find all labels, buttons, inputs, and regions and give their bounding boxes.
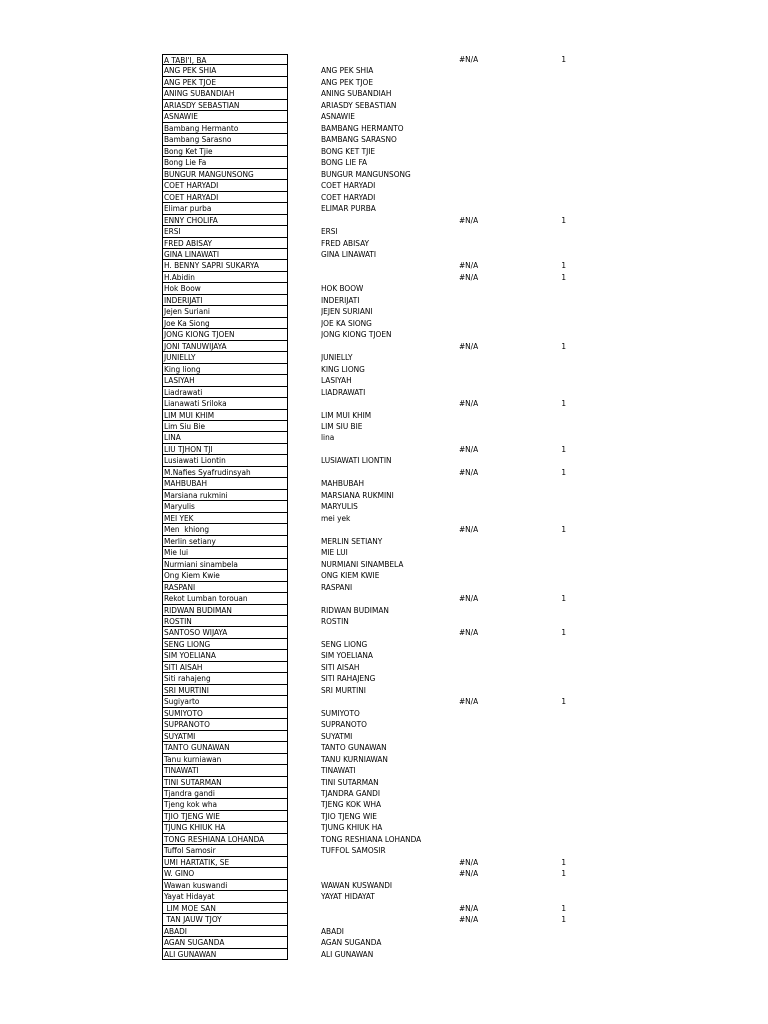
- name-cell: ANG PEK SHIA: [162, 65, 288, 76]
- match-name-cell: SUMIYOTO: [321, 707, 360, 718]
- match-name-cell: JOE KA SIONG: [321, 317, 372, 328]
- count-cell: 1: [561, 271, 566, 282]
- name-cell: Tjandra gandi: [162, 788, 288, 799]
- name-cell: COET HARYADI: [162, 192, 288, 203]
- table-row: [162, 627, 602, 638]
- name-cell: Hok Boow: [162, 283, 288, 294]
- table-row: [162, 283, 602, 294]
- match-name-cell: LIM MUI KHIM: [321, 409, 372, 420]
- table-row: [162, 249, 602, 260]
- lookup-result-cell: #N/A: [459, 54, 479, 64]
- match-name-cell: MERLIN SETIANY: [321, 535, 383, 546]
- name-cell: COET HARYADI: [162, 180, 288, 191]
- lookup-result-cell: #N/A: [459, 214, 479, 225]
- table-row: [162, 375, 602, 386]
- name-cell: King liong: [162, 364, 288, 375]
- name-cell: Maryulis: [162, 501, 288, 512]
- name-cell: BUNGUR MANGUNSONG: [162, 169, 288, 180]
- name-cell: GINA LINAWATI: [162, 249, 288, 260]
- table-row: [162, 169, 602, 180]
- table-row: [162, 777, 602, 788]
- lookup-result-cell: #N/A: [459, 868, 479, 879]
- match-name-cell: MARYULIS: [321, 501, 358, 512]
- name-cell: ERSI: [162, 226, 288, 237]
- table-row: [162, 788, 602, 799]
- name-cell: SUPRANOTO: [162, 719, 288, 730]
- table-row: [162, 650, 602, 661]
- name-cell: Bong Ket Tjie: [162, 146, 288, 157]
- match-name-cell: COET HARYADI: [321, 191, 376, 202]
- match-name-cell: ARIASDY SEBASTIAN: [321, 99, 397, 110]
- name-cell: SENG LIONG: [162, 639, 288, 650]
- match-name-cell: TJANDRA GANDI: [321, 788, 381, 798]
- name-cell: LIM MUI KHIM: [162, 410, 288, 421]
- name-cell: Sugiyarto: [162, 696, 288, 707]
- table-row: [162, 77, 602, 88]
- name-cell: Bong Lie Fa: [162, 157, 288, 168]
- table-row: [162, 180, 602, 191]
- name-cell: TONG RESHIANA LOHANDA: [162, 834, 288, 845]
- match-name-cell: JEJEN SURIANI: [321, 306, 373, 317]
- table-row: [162, 593, 602, 604]
- table-row: [162, 903, 602, 914]
- name-cell: Lianawati Sriloka: [162, 398, 288, 409]
- name-cell: ANG PEK TJOE: [162, 77, 288, 88]
- name-cell: ALI GUNAWAN: [162, 949, 288, 960]
- name-cell: ROSTIN: [162, 616, 288, 627]
- table-row: [162, 570, 602, 581]
- match-name-cell: SUPRANOTO: [321, 719, 367, 730]
- table-row: [162, 616, 602, 627]
- table-row: [162, 731, 602, 742]
- lookup-result-cell: #N/A: [459, 902, 479, 913]
- table-row: [162, 673, 602, 684]
- name-cell: TINAWATI: [162, 765, 288, 776]
- table-row: [162, 54, 602, 65]
- name-cell: SANTOSO WIJAYA: [162, 627, 288, 638]
- name-cell: UMI HARTATIK, SE: [162, 857, 288, 868]
- name-cell: Marsiana rukmini: [162, 490, 288, 501]
- table-row: [162, 719, 602, 730]
- table-row: [162, 203, 602, 214]
- name-cell: Tjeng kok wha: [162, 799, 288, 810]
- match-name-cell: TJENG KOK WHA: [321, 799, 382, 810]
- name-cell: Joe Ka Siong: [162, 318, 288, 329]
- match-name-cell: TJIO TJENG WIE: [321, 810, 377, 821]
- table-row: [162, 260, 602, 271]
- name-cell: Liadrawati: [162, 387, 288, 398]
- match-name-cell: ROSTIN: [321, 615, 349, 626]
- lookup-result-cell: #N/A: [459, 696, 479, 707]
- table-row: [162, 398, 602, 409]
- match-name-cell: ANG PEK TJOE: [321, 76, 373, 87]
- table-row: [162, 582, 602, 593]
- match-name-cell: SUYATMI: [321, 730, 353, 741]
- table-row: [162, 455, 602, 466]
- match-name-cell: BAMBANG HERMANTO: [321, 122, 404, 133]
- match-name-cell: SRI MURTINI: [321, 684, 366, 695]
- table-row: [162, 685, 602, 696]
- table-row: [162, 65, 602, 76]
- name-cell: TINI SUTARMAN: [162, 777, 288, 788]
- match-name-cell: TINI SUTARMAN: [321, 776, 379, 787]
- count-cell: 1: [561, 696, 566, 707]
- table-row: [162, 341, 602, 352]
- name-cell: ARIASDY SEBASTIAN: [162, 100, 288, 111]
- table-row: [162, 765, 602, 776]
- name-cell: RASPANI: [162, 582, 288, 593]
- match-name-cell: RASPANI: [321, 581, 353, 592]
- count-cell: 1: [561, 593, 566, 604]
- name-cell: TJUNG KHIUK HA: [162, 822, 288, 833]
- table-row: [162, 949, 602, 960]
- match-name-cell: ANG PEK SHIA: [321, 65, 374, 76]
- match-name-cell: mei yek: [321, 512, 351, 523]
- name-cell: SUYATMI: [162, 731, 288, 742]
- table-row: [162, 352, 602, 363]
- table-row: [162, 215, 602, 226]
- name-cell: FRED ABISAY: [162, 238, 288, 249]
- table-row: [162, 696, 602, 707]
- lookup-result-cell: #N/A: [459, 443, 479, 454]
- name-cell: INDERIJATI: [162, 295, 288, 306]
- count-cell: 1: [561, 902, 566, 913]
- match-name-cell: TANU KURNIAWAN: [321, 753, 388, 764]
- table-row: [162, 421, 602, 432]
- name-cell: MAHBUBAH: [162, 478, 288, 489]
- count-cell: 1: [561, 340, 566, 351]
- name-cell: Men khiong: [162, 524, 288, 535]
- name-cell: JUNIELLY: [162, 352, 288, 363]
- count-cell: 1: [561, 398, 566, 409]
- table-row: [162, 100, 602, 111]
- match-name-cell: ERSI: [321, 226, 338, 237]
- name-cell: Lim Siu Bie: [162, 421, 288, 432]
- name-cell: Bambang Hermanto: [162, 123, 288, 134]
- match-name-cell: TANTO GUNAWAN: [321, 742, 387, 753]
- match-name-cell: JUNIELLY: [321, 352, 353, 363]
- name-cell: A TABI'I, BA: [162, 54, 288, 65]
- table-row: [162, 444, 602, 455]
- match-name-cell: ONG KIEM KWIE: [321, 570, 380, 581]
- match-name-cell: YAYAT HIDAYAT: [321, 891, 375, 902]
- table-row: [162, 662, 602, 673]
- match-name-cell: TINAWATI: [321, 765, 356, 776]
- name-cell: MEI YEK: [162, 513, 288, 524]
- table-row: [162, 857, 602, 868]
- name-cell: Jejen Suriani: [162, 306, 288, 317]
- name-cell: H. BENNY SAPRI SUKARYA: [162, 260, 288, 271]
- lookup-result-cell: #N/A: [459, 593, 479, 604]
- name-cell: LINA: [162, 432, 288, 443]
- count-cell: 1: [561, 524, 566, 535]
- name-cell: ABADI: [162, 926, 288, 937]
- name-cell: Merlin setiany: [162, 536, 288, 547]
- table-row: [162, 811, 602, 822]
- match-name-cell: BONG LIE FA: [321, 157, 368, 168]
- table-row: [162, 295, 602, 306]
- lookup-result-cell: #N/A: [459, 340, 479, 351]
- table-row: [162, 364, 602, 375]
- name-cell: LIM MOE SAN: [162, 903, 288, 914]
- count-cell: 1: [561, 627, 566, 638]
- name-cell: JONI TANUWIJAYA: [162, 341, 288, 352]
- lookup-result-cell: #N/A: [459, 398, 479, 409]
- table-row: [162, 799, 602, 810]
- name-cell: Tanu kurniawan: [162, 754, 288, 765]
- name-cell: AGAN SUGANDA: [162, 937, 288, 948]
- table-row: [162, 146, 602, 157]
- table-row: [162, 387, 602, 398]
- match-name-cell: ELIMAR PURBA: [321, 203, 376, 214]
- table-row: [162, 937, 602, 948]
- table-row: [162, 559, 602, 570]
- name-cell: RIDWAN BUDIMAN: [162, 605, 288, 616]
- count-cell: 1: [561, 466, 566, 477]
- table-row: [162, 88, 602, 99]
- lookup-result-cell: #N/A: [459, 466, 479, 477]
- count-cell: 1: [561, 868, 566, 879]
- name-cell: H.Abidin: [162, 272, 288, 283]
- table-row: [162, 513, 602, 524]
- table-row: [162, 318, 602, 329]
- table-row: [162, 134, 602, 145]
- name-cell: Mie lui: [162, 547, 288, 558]
- spreadsheet-page: [162, 54, 602, 960]
- name-cell: SUMIYOTO: [162, 708, 288, 719]
- name-cell: Nurmiani sinambela: [162, 559, 288, 570]
- table-row: [162, 329, 602, 340]
- table-row: [162, 467, 602, 478]
- match-name-cell: ABADI: [321, 925, 344, 936]
- name-cell: Ong Kiem Kwie: [162, 570, 288, 581]
- match-name-cell: TJUNG KHIUK HA: [321, 822, 383, 833]
- name-cell: SIM YOELIANA: [162, 650, 288, 661]
- name-cell: ANING SUBANDIAH: [162, 88, 288, 99]
- match-name-cell: HOK BOOW: [321, 283, 364, 294]
- name-cell: JONG KIONG TJOEN: [162, 329, 288, 340]
- table-row: [162, 742, 602, 753]
- name-cell: Lusiawati Liontin: [162, 455, 288, 466]
- match-name-cell: LUSIAWATI LIONTIN: [321, 455, 392, 466]
- table-row: [162, 834, 602, 845]
- table-row: [162, 478, 602, 489]
- match-name-cell: GINA LINAWATI: [321, 248, 377, 259]
- table-row: [162, 524, 602, 535]
- match-name-cell: MAHBUBAH: [321, 478, 365, 489]
- table-row: [162, 306, 602, 317]
- name-cell: ASNAWIE: [162, 111, 288, 122]
- table-row: [162, 868, 602, 879]
- count-cell: 1: [561, 54, 566, 64]
- match-name-cell: WAWAN KUSWANDI: [321, 879, 393, 890]
- match-name-cell: BAMBANG SARASNO: [321, 134, 397, 145]
- table-row: [162, 501, 602, 512]
- match-name-cell: RIDWAN BUDIMAN: [321, 604, 389, 615]
- name-cell: Yayat Hidayat: [162, 891, 288, 902]
- table-row: [162, 272, 602, 283]
- name-cell: Wawan kuswandi: [162, 880, 288, 891]
- count-cell: 1: [561, 260, 566, 271]
- table-row: [162, 845, 602, 856]
- table-row: [162, 822, 602, 833]
- match-name-cell: SITI RAHAJENG: [321, 673, 376, 684]
- lookup-result-cell: #N/A: [459, 627, 479, 638]
- match-name-cell: TUFFOL SAMOSIR: [321, 845, 386, 856]
- table-row: [162, 192, 602, 203]
- match-name-cell: AGAN SUGANDA: [321, 937, 382, 948]
- lookup-result-cell: #N/A: [459, 524, 479, 535]
- name-cell: TAN JAUW TJOY: [162, 914, 288, 925]
- match-name-cell: MARSIANA RUKMINI: [321, 489, 394, 500]
- table-row: [162, 639, 602, 650]
- match-name-cell: KING LIONG: [321, 363, 365, 374]
- match-name-cell: SITI AISAH: [321, 661, 360, 672]
- name-cell: Bambang Sarasno: [162, 134, 288, 145]
- count-cell: 1: [561, 856, 566, 867]
- match-name-cell: lina: [321, 432, 335, 443]
- name-cell: Siti rahajeng: [162, 673, 288, 684]
- table-row: [162, 226, 602, 237]
- table-row: [162, 880, 602, 891]
- table-row: [162, 432, 602, 443]
- count-cell: 1: [561, 214, 566, 225]
- name-cell: TANTO GUNAWAN: [162, 742, 288, 753]
- table-row: [162, 536, 602, 547]
- name-cell: W. GINO: [162, 868, 288, 879]
- match-name-cell: SENG LIONG: [321, 638, 368, 649]
- match-name-cell: MIE LUI: [321, 547, 348, 558]
- lookup-result-cell: #N/A: [459, 260, 479, 271]
- table-row: [162, 891, 602, 902]
- match-name-cell: SIM YOELIANA: [321, 650, 373, 661]
- name-cell: ENNY CHOLIFA: [162, 215, 288, 226]
- table-row: [162, 111, 602, 122]
- match-name-cell: BONG KET TJIE: [321, 145, 376, 156]
- table-row: [162, 490, 602, 501]
- table-row: [162, 914, 602, 925]
- match-name-cell: COET HARYADI: [321, 180, 376, 191]
- table-row: [162, 123, 602, 134]
- match-name-cell: LIADRAWATI: [321, 386, 366, 397]
- match-name-cell: FRED ABISAY: [321, 237, 370, 248]
- table-row: [162, 157, 602, 168]
- match-name-cell: ASNAWIE: [321, 111, 355, 122]
- name-cell: M.Nafies Syafrudinsyah: [162, 467, 288, 478]
- match-name-cell: ALI GUNAWAN: [321, 948, 374, 959]
- match-name-cell: NURMIANI SINAMBELA: [321, 558, 404, 569]
- match-name-cell: TONG RESHIANA LOHANDA: [321, 833, 422, 844]
- table-row: [162, 410, 602, 421]
- lookup-result-cell: #N/A: [459, 856, 479, 867]
- table-row: [162, 547, 602, 558]
- table-row: [162, 708, 602, 719]
- name-cell: LIU TJHON TJI: [162, 444, 288, 455]
- lookup-result-cell: #N/A: [459, 271, 479, 282]
- table-row: [162, 605, 602, 616]
- name-cell: TJIO TJENG WIE: [162, 811, 288, 822]
- count-cell: 1: [561, 914, 566, 925]
- count-cell: 1: [561, 443, 566, 454]
- match-name-cell: JONG KIONG TJOEN: [321, 329, 392, 340]
- table-row: [162, 238, 602, 249]
- name-cell: Rekot Lumban torouan: [162, 593, 288, 604]
- match-name-cell: LIM SIU BIE: [321, 421, 363, 431]
- match-name-cell: INDERIJATI: [321, 294, 360, 305]
- match-name-cell: LASIYAH: [321, 375, 352, 386]
- table-row: [162, 754, 602, 765]
- name-cell: SITI AISAH: [162, 662, 288, 673]
- table-row: [162, 926, 602, 937]
- match-name-cell: BUNGUR MANGUNSONG: [321, 168, 411, 179]
- name-cell: SRI MURTINI: [162, 685, 288, 696]
- name-cell: LASIYAH: [162, 375, 288, 386]
- name-cell: Tuffol Samosir: [162, 845, 288, 856]
- lookup-result-cell: #N/A: [459, 914, 479, 925]
- match-name-cell: ANING SUBANDIAH: [321, 88, 392, 99]
- name-cell: Elimar purba: [162, 203, 288, 214]
